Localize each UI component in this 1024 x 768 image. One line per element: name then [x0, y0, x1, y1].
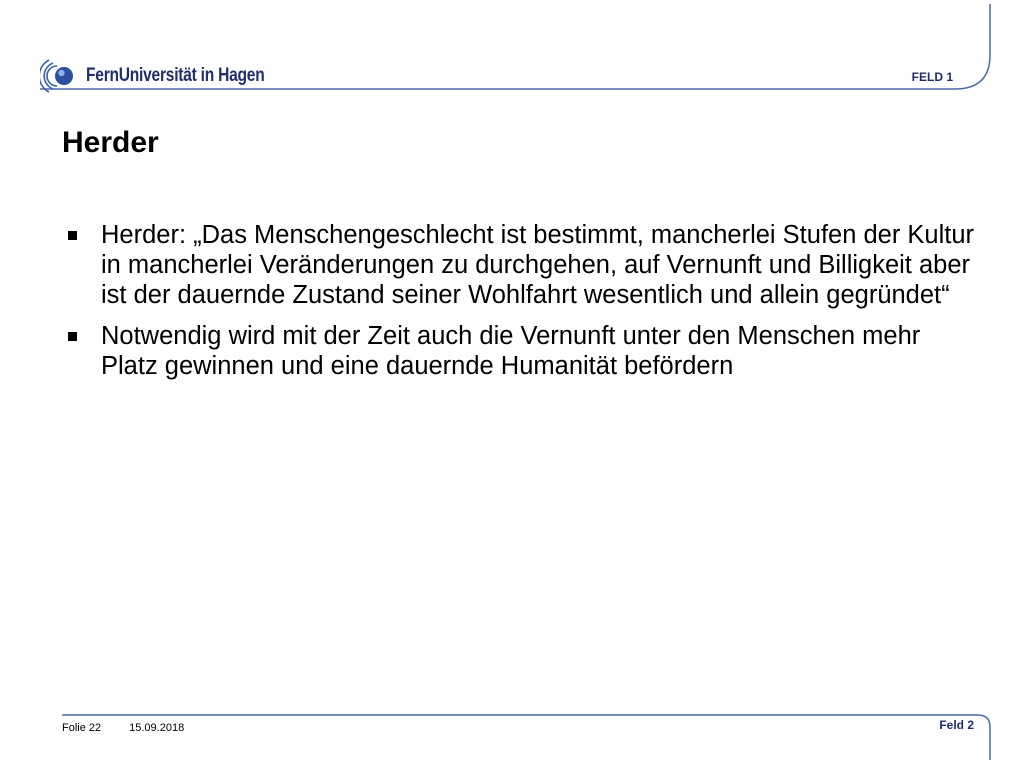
slide-date: 15.09.2018 — [129, 722, 185, 734]
header-field-label: FELD 1 — [911, 70, 953, 84]
university-logo — [40, 56, 304, 96]
footer-info — [62, 722, 184, 734]
university-logo-text: FernUniversität in Hagen — [86, 65, 265, 86]
university-logo-icon — [40, 56, 80, 96]
slide-number: Folie 22 — [62, 722, 102, 734]
footer-field-label: Feld 2 — [939, 718, 974, 732]
slide-title: Herder — [62, 126, 159, 159]
square-bullet-icon — [68, 332, 77, 341]
bullet-item — [62, 220, 982, 310]
bullet-text: Herder: „Das Menschengeschlecht ist bestimmt, mancherlei Stufen der Kultur in mancherlei Veränderungen zu durchgehen, auf Vernunft und Billigkeit aber ist der dauernde Zustand seiner Wohlfahrt wesentlich und allein gegründet“ — [101, 221, 975, 309]
bullet-text: Notwendig wird mit der Zeit auch die Vernunft unter den Menschen mehr Platz gewinnen und eine dauernde Humanität befördern — [101, 322, 921, 380]
bullet-item — [62, 321, 982, 381]
bullet-list — [62, 220, 982, 392]
square-bullet-icon — [68, 231, 77, 240]
